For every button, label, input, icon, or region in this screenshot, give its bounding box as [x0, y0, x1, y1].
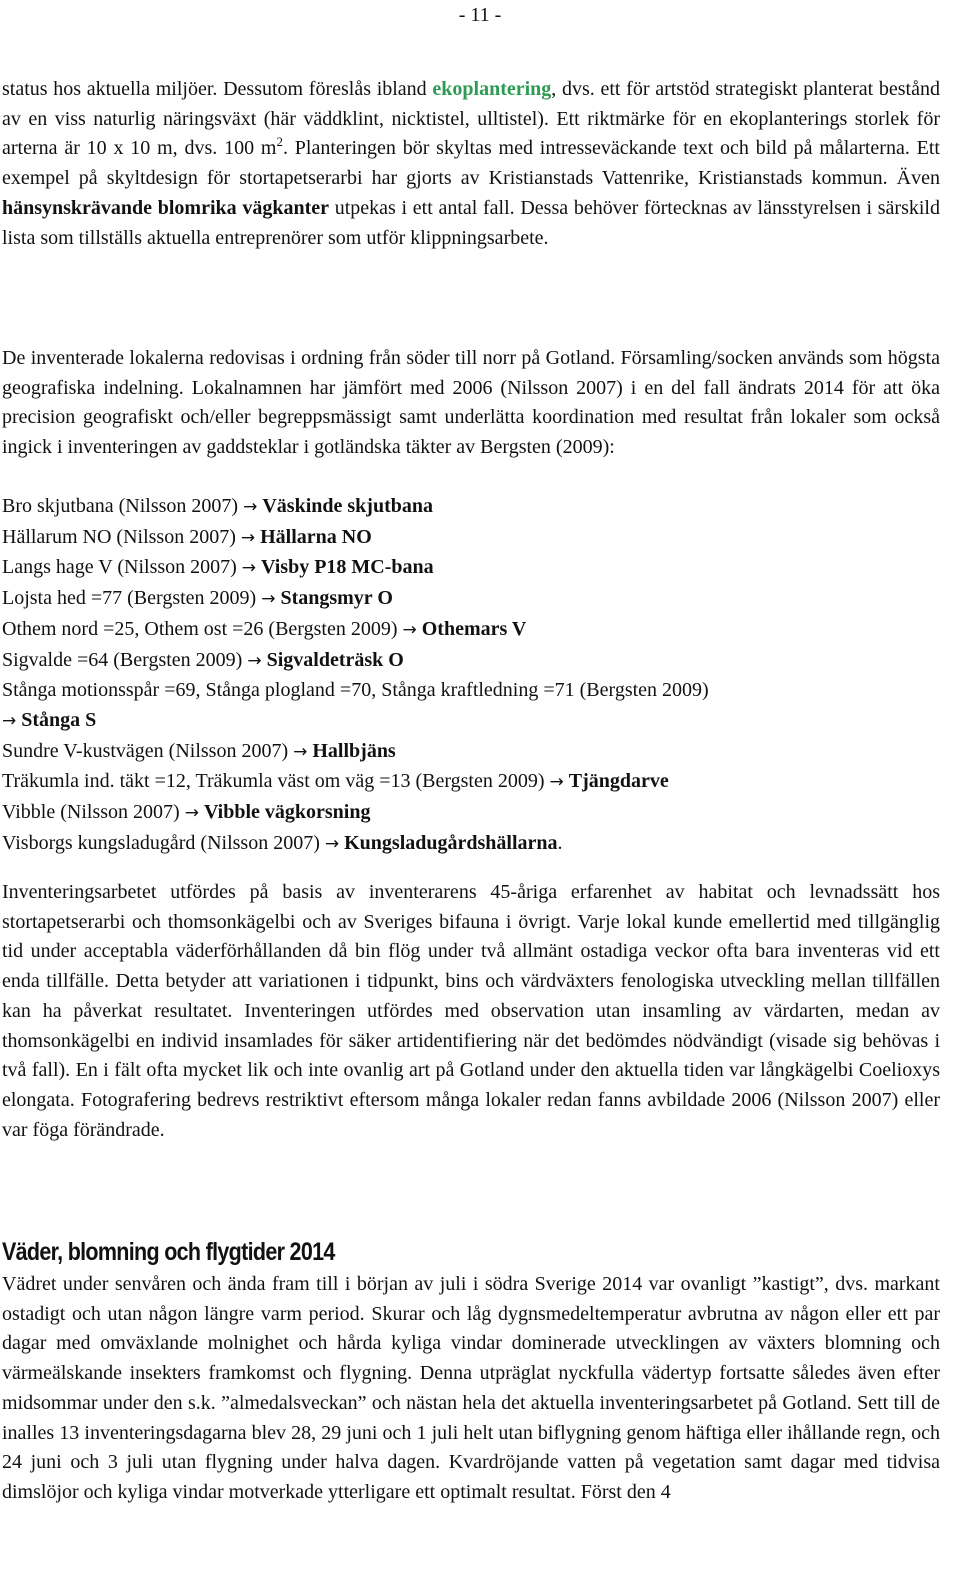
new-name: Tjängdarve: [568, 770, 669, 793]
arrow-icon: →: [243, 497, 258, 517]
highlight-ekoplantering: ekoplantering: [432, 78, 552, 100]
arrow-icon: →: [324, 833, 340, 854]
list-item: [2, 676, 940, 736]
paragraph-vader: [2, 1270, 940, 1508]
list-item: [2, 737, 940, 768]
text-run: . Planteringen bör skyltas med intresseväckande text och bild på målarterna. Ett exempel på skyltdesign för stortapetserarbi har gjorts av Kristianstads Vattenrike, Kristianstads kommun. Även: [2, 137, 940, 190]
new-name: Hällarna NO: [260, 525, 372, 548]
old-name: Langs hage V (Nilsson 2007): [2, 556, 242, 579]
old-name: Stånga motionsspår =69, Stånga plogland =70, Stånga kraftledning =71 (Bergsten 2009): [2, 679, 709, 702]
arrow-icon: →: [240, 527, 256, 548]
old-name: Vibble (Nilsson 2007): [2, 801, 185, 824]
old-name: Lojsta hed =77 (Bergsten 2009): [2, 587, 262, 610]
arrow-icon: →: [293, 741, 308, 762]
arrow-icon: →: [247, 650, 262, 671]
superscript: 2: [276, 134, 283, 150]
old-name: Bro skjutbana (Nilsson 2007): [2, 495, 244, 517]
period: .: [557, 831, 563, 854]
new-name: Vibble vägkorsning: [203, 801, 371, 824]
arrow-icon: →: [2, 710, 17, 731]
arrow-icon: →: [549, 772, 564, 793]
new-name: Sigvaldeträsk O: [266, 648, 404, 671]
paragraph-ekoplantering: [2, 75, 940, 253]
new-name: Hallbjäns: [312, 739, 396, 762]
paragraph-text: Inventeringsarbetet utfördes på basis av inventerarens 45-åriga erfarenhet av habitat och levnadssätt hos stortapetserarbi och thomsonkägelbi och av Sveriges bifauna i övrigt. Varje lokal kunde emellertid med tillgänglig tid under acceptabla väderförhållanden då bin flög under två allmänt ostadiga veckor ofta bara inventeras vid ett enda tillfälle. Detta betyder att variationen i tidpunkt, bins och värdväxters fenologiska utveckling mellan tillfällen kan ha påverkat resultatet. Inventeringen utfördes med observation utan insamling av värdarten, medan av thomsonkägelbi en individ insamlades för säker artidentifiering när det bedömdes nödvändigt (visade sig behövas i två fall). En i fält ofta mycket lik och inte ovanlig art på Gotland under den aktuella tiden var långkägelbi Coelioxys elongata. Fotografering bedrevs restriktivt eftersom många lokaler redan fanns avbildade 2006 (Nilsson 2007) eller var föga förändrade.: [2, 881, 940, 1141]
old-name: Sundre V-kustvägen (Nilsson 2007): [2, 739, 294, 762]
new-name: Väskinde skjutbana: [262, 495, 433, 517]
old-name: Träkumla ind. täkt =12, Träkumla väst om väg =13 (Bergsten 2009): [2, 770, 550, 793]
new-name: Stånga S: [21, 708, 97, 731]
section-heading: Väder, blomning och flygtider 2014: [2, 1238, 335, 1266]
list-item: [2, 584, 940, 615]
paragraph-lokaler: [2, 344, 940, 463]
old-name: Othem nord =25, Othem ost =26 (Bergsten 2009): [2, 617, 403, 640]
list-item: [2, 492, 940, 523]
arrow-icon: →: [184, 803, 199, 824]
old-name: Visborgs kungsladugård (Nilsson 2007): [2, 831, 325, 854]
list-item: [2, 615, 940, 646]
list-item: [2, 798, 940, 829]
page-number: - 11 -: [458, 4, 502, 26]
new-name: Stangsmyr O: [280, 587, 393, 610]
list-item: [2, 523, 940, 554]
bold-term: hänsynskrävande blomrika vägkanter: [2, 196, 330, 219]
paragraph-inventeringsarbete: [2, 878, 940, 1145]
list-item: [2, 553, 940, 584]
old-name: Sigvalde =64 (Bergsten 2009): [2, 648, 248, 671]
list-item: [2, 646, 940, 677]
paragraph-text: Vädret under senvåren och ända fram till i början av juli i södra Sverige 2014 var ovanligt ”kastigt”, dvs. markant ostadigt och utan någon längre varm period. Skurar och låg dygnsmedeltemperatur avbrutna av någon eller ett par dagar med omväxlande molnighet och hårda kyliga vindar dominerade utvecklingen av växters blomning och värmeälskande insekters framkomst och flygning. Denna utpräglat nyckfulla vädertyp fortsatte således även efter midsommar under den s.k. ”almedalsveckan” och nästan hela det aktuella inventeringsarbetet på Gotland. Sett till de inalles 13 inventeringsdagarna blev 28, 29 juni och 1 juli helt utan biflygning genom häftiga eller ihållande regn, och 24 juni och 3 juli utan flygning under halva dagen. Kvardröjande vatten på vegetation samt dagar med tidvisa dimslöjor och kyliga vindar motverkade ytterligare ett optimalt resultat. Först den 4: [2, 1273, 940, 1503]
text-run: utpekas i ett antal fall. Dessa behöver förtecknas av länsstyrelsen i särskild lista som tillställs aktuella entreprenörer som utför klippningsarbete.: [2, 196, 940, 249]
old-name: Hällarum NO (Nilsson 2007): [2, 525, 241, 548]
new-name: Othemars V: [421, 617, 527, 640]
arrow-icon: →: [241, 558, 257, 579]
rename-list: [2, 492, 940, 859]
paragraph-text: [2, 75, 940, 253]
new-name: Visby P18 MC-bana: [261, 556, 434, 579]
list-item: [2, 767, 940, 798]
arrow-icon: →: [261, 589, 276, 610]
new-name: Kungsladugårdshällarna: [344, 831, 558, 854]
text-run: , dvs. ett för artstöd strategiskt planterat bestånd av en viss naturlig näringsväxt (här väddklint, nicktistel, ulltistel). Ett riktmärke för en ekoplanterings storlek för arterna är 10 x 10 m, dvs. 100 m: [2, 78, 940, 160]
arrow-icon: →: [402, 619, 417, 640]
list-item: [2, 829, 940, 860]
text-run: status hos aktuella miljöer. Dessutom föreslås ibland: [2, 78, 433, 100]
paragraph-text: De inventerade lokalerna redovisas i ordning från söder till norr på Gotland. Församling/socken används som högsta geografiska indelning. Lokalnamnen har jämfört med 2006 (Nilsson 2007) i en del fall ändrats 2014 för att öka precision geografiskt och/eller begreppsmässigt samt underlätta koordination med resultat från lokaler som också ingick i inventeringen av gaddsteklar i gotländska täkter av Bergsten (2009):: [2, 347, 940, 459]
